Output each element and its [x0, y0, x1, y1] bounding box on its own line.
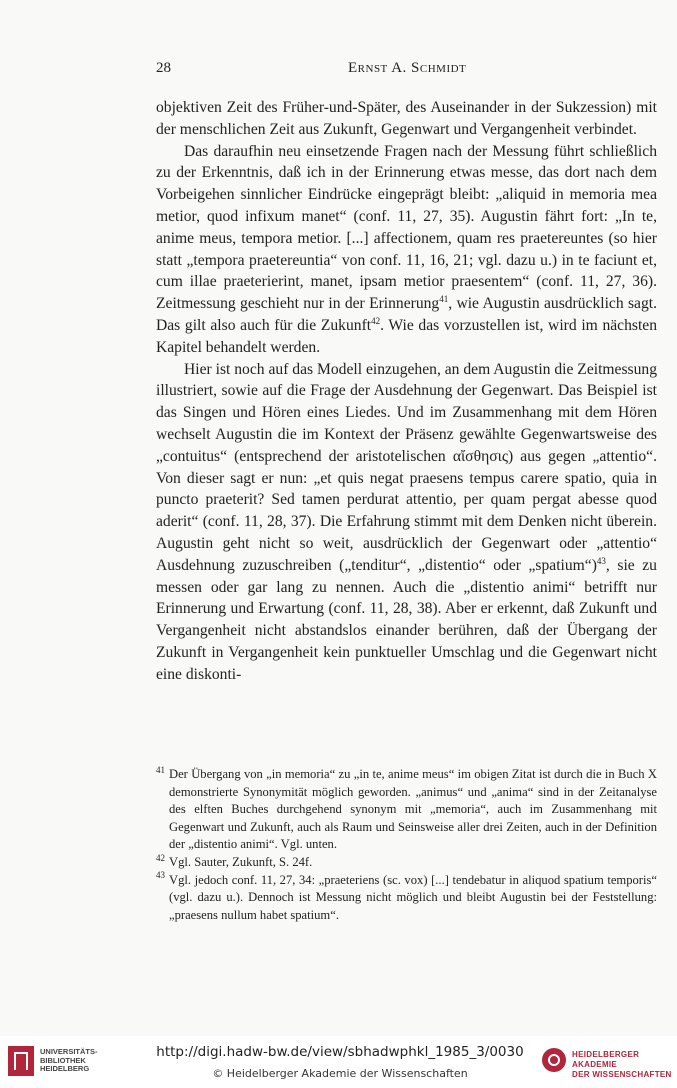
- paragraph-1: objektiven Zeit des Früher-und-Später, des Auseinander in der Sukzession) mit der menschlichen Zeit aus Zukunft, Gegenwart und Vergangenheit verbindet.: [156, 99, 657, 138]
- paragraph-2-text-a: Das daraufhin neu einsetzende Fragen nach der Messung führt schließlich zu der Erkenntnis, daß ich in der Erinnerung etwas messe, das dort nach dem Vorbeigehen sinnlicher Eindrücke eingeprägt bleibt: „aliquid in memoria mea metior, quod infixum manet“ (conf. 11, 27, 35). Augustin fährt fort: „In te, anime meus, tempora metior. [...] affectionem, quam res praetereuntes (so hier statt „tempora praetereuntia“ von conf. 11, 16, 21; vgl. dazu u.) in te faciunt et, cum illae praeterierint, manet, ipsam metior praesentem“ (conf. 11, 27, 36). Zeitmessung geschieht nur in der Erinnerung: [156, 142, 657, 313]
- footnote-ref-41[interactable]: 41: [439, 293, 449, 304]
- footnotes: [156, 766, 657, 924]
- footnote-text: Vgl. Sauter, Zukunft, S. 24f.: [169, 854, 313, 869]
- paragraph-2: [156, 141, 657, 359]
- page-number: 28: [156, 60, 171, 76]
- permalink[interactable]: http://digi.hadw-bw.de/view/sbhadwphkl_1985_3/0030: [156, 1044, 524, 1060]
- paragraph-3-text-a: Hier ist noch auf das Modell einzugehen, an dem Augustin die Zeitmessung illustriert, sowie auf die Frage der Ausdehnung der Gegenwart. Das Beispiel ist das Singen und Hören eines Liedes. Und im Zusammenhang mit dem Hören wechselt Augustin die im Kontext der Präsenz gewählte Gegenwartsweise des „contuitus“ (entsprechend der aristotelischen αἴσθησις) aus gegen „attentio“. Von dieser sagt er nun: „et quis negat praesens tempus carere spatio, quia in puncto praeterit? Sed tamen perdurat attentio, per quam pergat abesse quod aderit“ (conf. 11, 28, 37). Die Erfahrung stimmt mit dem Denken nicht überein. Augustin geht nicht so weit, ausdrücklich der Gegenwart oder „attentio“ Ausdehnung zuzuschreiben („tenditur“, „distentio“ oder „spatium“): [156, 360, 657, 574]
- academy-logo-icon: [542, 1048, 566, 1072]
- footnote-ref-42[interactable]: 42: [371, 315, 381, 326]
- paragraph-3: [156, 359, 657, 686]
- footnote: 43 Vgl. jedoch conf. 11, 27, 34: „praeteriens (sc. vox) [...] tendebatur in aliquod spatium temporis“ (vgl. dazu u.). Dennoch ist Messung nicht möglich und bleibt Augustin bei der Feststellung: „praesens nullum habet spatium“.: [156, 870, 657, 922]
- academy-logo-text: HEIDELBERGER AKADEMIE DER WISSENSCHAFTEN: [572, 1050, 672, 1079]
- copyright-notice: © Heidelberger Akademie der Wissenschaften: [212, 1067, 468, 1080]
- footnote-ref-43[interactable]: 43: [596, 555, 606, 566]
- library-logo-icon: [8, 1046, 34, 1076]
- university-library-logo[interactable]: [8, 1044, 118, 1080]
- running-head: Ernst A. Schmidt: [348, 60, 467, 76]
- footnote: 41 Der Übergang von „in memoria“ zu „in te, anime meus“ im obigen Zitat ist durch die in Buch X demonstrierte Synonymität möglich geworden. „animus“ und „anima“ sind in der Zeitanalyse des elften Buches durchgehend synonym mit „memoria“, auch im Zusammenhang mit Gegenwart und Zukunft, auch als Raum und Seinsweise aller drei Zeiten, auch in der Definition der „distentio animi“. Vgl. unten.: [156, 764, 657, 852]
- paragraph-2-text-c: . Wie das vorzustellen ist, wird im nächsten Kapitel behandelt werden.: [156, 316, 658, 356]
- viewer-footer: [0, 1036, 677, 1088]
- paragraph-2-text-b: , wie Augustin ausdrücklich sagt. Das gilt also auch für die Zukunft: [156, 295, 657, 334]
- footnote-text: Vgl. jedoch conf. 11, 27, 34: „praeteriens (sc. vox) [...] tendebatur in aliquod spatium temporis“ (vgl. dazu u.). Dennoch ist Messung nicht möglich und bleibt Augustin bei der Feststellung: „praesens nullum habet spatium“.: [169, 872, 657, 922]
- academy-logo[interactable]: [542, 1046, 672, 1078]
- library-logo-text: UNIVERSITÄTS- BIBLIOTHEK HEIDELBERG: [40, 1047, 98, 1073]
- paragraph-3-text-b: , sie zu messen oder gar lang zu nennen. Auch die „distentio animi“ betrifft nur Erinnerung und Erwartung (conf. 11, 28, 38). Aber er erkennt, daß Zukunft und Vergangenheit nicht abstandslos einander berühren, daß der Übergang der Zukunft in Vergangenheit kein punktueller Umschlag und die Gegenwart nicht eine diskonti-: [156, 556, 657, 683]
- main-text: [156, 97, 657, 686]
- footnote: 42 Vgl. Sauter, Zukunft, S. 24f.: [156, 852, 313, 869]
- footnote-text: Der Übergang von „in memoria“ zu „in te, anime meus“ im obigen Zitat ist durch die in Buch X demonstrierte Synonymität möglich geworden. „animus“ und „anima“ sind in der Zeitanalyse des elften Buches durchgehend synonym mit „memoria“, auch im Zusammenhang mit Gegenwart und Zukunft, auch als Raum und Seinsweise aller drei Zeiten, auch in der Definition der „distentio animi“. Vgl. unten.: [169, 767, 657, 852]
- page-header: [156, 60, 656, 80]
